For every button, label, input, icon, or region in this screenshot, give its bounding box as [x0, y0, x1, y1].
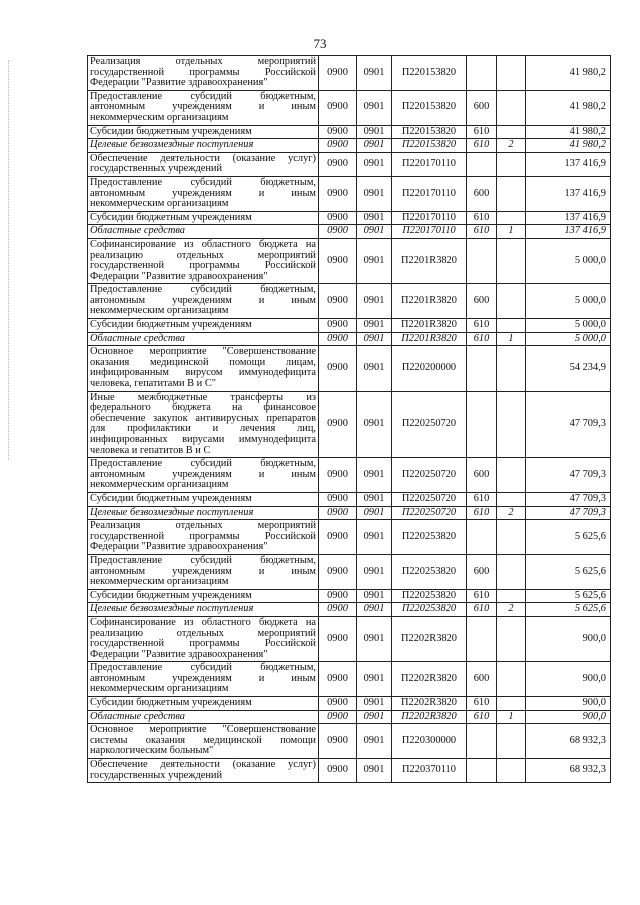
amount-cell: 137 416,9: [526, 152, 611, 176]
expense-type-cell: [467, 346, 497, 391]
amount-cell: 41 980,2: [526, 56, 611, 91]
expense-type-cell: 610: [467, 211, 497, 225]
funding-source-cell: [497, 346, 526, 391]
page-number: 73: [313, 36, 327, 51]
section-code-cell: 0900: [319, 603, 357, 617]
subsection-code-cell: 0901: [357, 697, 392, 711]
section-code-cell: 0900: [319, 90, 357, 125]
table-row: [88, 724, 611, 759]
expense-type-cell: 610: [467, 710, 497, 724]
target-article-cell: П220253820: [392, 520, 467, 555]
funding-source-cell: [497, 520, 526, 555]
table-row: [88, 391, 611, 458]
amount-cell: 900,0: [526, 662, 611, 697]
subsection-code-cell: 0901: [357, 616, 392, 661]
expense-name-cell: Софинансирование из областного бюджета на реализацию отдельных мероприятий государственной программы Российской Федерации "Развитие здравоохранения": [88, 616, 319, 661]
table-row: [88, 520, 611, 555]
expense-type-cell: 600: [467, 458, 497, 493]
table-row: [88, 589, 611, 603]
amount-cell: 5 000,0: [526, 238, 611, 283]
expense-name-cell: Основное мероприятие "Совершенствование системы оказания медицинской помощи наркологическим больным": [88, 724, 319, 759]
funding-source-cell: [497, 458, 526, 493]
target-article-cell: П2202R3820: [392, 662, 467, 697]
expense-name-cell: Областные средства: [88, 710, 319, 724]
expense-name-cell: Обеспечение деятельности (оказание услуг) государственных учреждений: [88, 152, 319, 176]
amount-cell: 137 416,9: [526, 211, 611, 225]
expense-name-cell: Целевые безвозмездные поступления: [88, 139, 319, 153]
expense-name-cell: Субсидии бюджетным учреждениям: [88, 211, 319, 225]
expense-type-cell: 610: [467, 506, 497, 520]
amount-cell: 41 980,2: [526, 125, 611, 139]
expense-name-cell: Субсидии бюджетным учреждениям: [88, 125, 319, 139]
target-article-cell: П220153820: [392, 125, 467, 139]
section-code-cell: 0900: [319, 520, 357, 555]
expense-name-cell: Предоставление субсидий бюджетным, автономным учреждениям и иным некоммерческим организациям: [88, 176, 319, 211]
funding-source-cell: [497, 152, 526, 176]
table-row: [88, 139, 611, 153]
target-article-cell: П220170110: [392, 225, 467, 239]
section-code-cell: 0900: [319, 458, 357, 493]
funding-source-cell: [497, 492, 526, 506]
funding-source-cell: [497, 125, 526, 139]
target-article-cell: П2201R3820: [392, 332, 467, 346]
target-article-cell: П2202R3820: [392, 616, 467, 661]
expense-type-cell: [467, 56, 497, 91]
expense-name-cell: Предоставление субсидий бюджетным, автономным учреждениям и иным некоммерческим организациям: [88, 284, 319, 319]
section-code-cell: 0900: [319, 391, 357, 458]
expense-type-cell: 600: [467, 90, 497, 125]
section-code-cell: 0900: [319, 710, 357, 724]
subsection-code-cell: 0901: [357, 346, 392, 391]
amount-cell: 900,0: [526, 697, 611, 711]
subsection-code-cell: 0901: [357, 225, 392, 239]
target-article-cell: П220250720: [392, 506, 467, 520]
funding-source-cell: 2: [497, 139, 526, 153]
amount-cell: 54 234,9: [526, 346, 611, 391]
expense-type-cell: 600: [467, 554, 497, 589]
table-row: [88, 346, 611, 391]
table-row: [88, 90, 611, 125]
amount-cell: 5 625,6: [526, 554, 611, 589]
table-row: [88, 211, 611, 225]
expense-name-cell: Реализация отдельных мероприятий государственной программы Российской Федерации "Развитие здравоохранения": [88, 56, 319, 91]
expense-name-cell: Предоставление субсидий бюджетным, автономным учреждениям и иным некоммерческим организациям: [88, 662, 319, 697]
expense-type-cell: 610: [467, 589, 497, 603]
amount-cell: 137 416,9: [526, 225, 611, 239]
table-row: [88, 56, 611, 91]
amount-cell: 47 709,3: [526, 506, 611, 520]
section-code-cell: 0900: [319, 238, 357, 283]
section-code-cell: 0900: [319, 492, 357, 506]
subsection-code-cell: 0901: [357, 724, 392, 759]
target-article-cell: П220300000: [392, 724, 467, 759]
target-article-cell: П2202R3820: [392, 697, 467, 711]
amount-cell: 137 416,9: [526, 176, 611, 211]
expense-name-cell: Субсидии бюджетным учреждениям: [88, 697, 319, 711]
subsection-code-cell: 0901: [357, 90, 392, 125]
expense-type-cell: 610: [467, 319, 497, 333]
target-article-cell: П220153820: [392, 56, 467, 91]
expense-name-cell: Предоставление субсидий бюджетным, автономным учреждениям и иным некоммерческим организациям: [88, 554, 319, 589]
expense-name-cell: Областные средства: [88, 225, 319, 239]
target-article-cell: П220170110: [392, 211, 467, 225]
expense-type-cell: 610: [467, 332, 497, 346]
funding-source-cell: [497, 616, 526, 661]
funding-source-cell: 1: [497, 332, 526, 346]
expense-type-cell: [467, 520, 497, 555]
section-code-cell: 0900: [319, 284, 357, 319]
subsection-code-cell: 0901: [357, 56, 392, 91]
expense-name-cell: Предоставление субсидий бюджетным, автономным учреждениям и иным некоммерческим организациям: [88, 458, 319, 493]
subsection-code-cell: 0901: [357, 589, 392, 603]
amount-cell: 47 709,3: [526, 492, 611, 506]
target-article-cell: П220250720: [392, 458, 467, 493]
funding-source-cell: [497, 56, 526, 91]
table-row: [88, 176, 611, 211]
subsection-code-cell: 0901: [357, 759, 392, 783]
section-code-cell: 0900: [319, 211, 357, 225]
table-row: [88, 332, 611, 346]
funding-source-cell: [497, 589, 526, 603]
amount-cell: 5 625,6: [526, 520, 611, 555]
section-code-cell: 0900: [319, 176, 357, 211]
expense-name-cell: Обеспечение деятельности (оказание услуг) государственных учреждений: [88, 759, 319, 783]
subsection-code-cell: 0901: [357, 662, 392, 697]
expense-name-cell: Субсидии бюджетным учреждениям: [88, 319, 319, 333]
funding-source-cell: [497, 211, 526, 225]
subsection-code-cell: 0901: [357, 492, 392, 506]
section-code-cell: 0900: [319, 589, 357, 603]
table-row: [88, 152, 611, 176]
amount-cell: 5 625,6: [526, 603, 611, 617]
section-code-cell: 0900: [319, 56, 357, 91]
amount-cell: 5 000,0: [526, 284, 611, 319]
target-article-cell: П220153820: [392, 90, 467, 125]
table-row: [88, 554, 611, 589]
subsection-code-cell: 0901: [357, 284, 392, 319]
section-code-cell: 0900: [319, 139, 357, 153]
amount-cell: 900,0: [526, 710, 611, 724]
amount-cell: 41 980,2: [526, 139, 611, 153]
subsection-code-cell: 0901: [357, 238, 392, 283]
expense-name-cell: Субсидии бюджетным учреждениям: [88, 589, 319, 603]
expense-type-cell: [467, 238, 497, 283]
table-row: [88, 710, 611, 724]
funding-source-cell: [497, 662, 526, 697]
section-code-cell: 0900: [319, 319, 357, 333]
expense-name-cell: Реализация отдельных мероприятий государственной программы Российской Федерации "Развитие здравоохранения": [88, 520, 319, 555]
subsection-code-cell: 0901: [357, 125, 392, 139]
funding-source-cell: 2: [497, 506, 526, 520]
section-code-cell: 0900: [319, 724, 357, 759]
section-code-cell: 0900: [319, 759, 357, 783]
expense-name-cell: Предоставление субсидий бюджетным, автономным учреждениям и иным некоммерческим организациям: [88, 90, 319, 125]
amount-cell: 68 932,3: [526, 759, 611, 783]
subsection-code-cell: 0901: [357, 554, 392, 589]
expense-type-cell: 610: [467, 492, 497, 506]
expense-type-cell: [467, 391, 497, 458]
target-article-cell: П220153820: [392, 139, 467, 153]
table-row: [88, 238, 611, 283]
funding-source-cell: 1: [497, 710, 526, 724]
subsection-code-cell: 0901: [357, 211, 392, 225]
target-article-cell: П2201R3820: [392, 284, 467, 319]
target-article-cell: П220253820: [392, 603, 467, 617]
section-code-cell: 0900: [319, 616, 357, 661]
funding-source-cell: [497, 554, 526, 589]
section-code-cell: 0900: [319, 346, 357, 391]
amount-cell: 41 980,2: [526, 90, 611, 125]
funding-source-cell: [497, 391, 526, 458]
scan-edge-marks: [8, 60, 10, 460]
target-article-cell: П2201R3820: [392, 238, 467, 283]
subsection-code-cell: 0901: [357, 152, 392, 176]
table-row: [88, 603, 611, 617]
amount-cell: 5 000,0: [526, 332, 611, 346]
expense-name-cell: Целевые безвозмездные поступления: [88, 603, 319, 617]
section-code-cell: 0900: [319, 225, 357, 239]
expense-name-cell: Софинансирование из областного бюджета на реализацию отдельных мероприятий государственной программы Российской Федерации "Развитие здравоохранения": [88, 238, 319, 283]
table-row: [88, 506, 611, 520]
expense-type-cell: [467, 152, 497, 176]
section-code-cell: 0900: [319, 697, 357, 711]
expense-type-cell: 600: [467, 662, 497, 697]
section-code-cell: 0900: [319, 152, 357, 176]
table-row: [88, 284, 611, 319]
expense-type-cell: 600: [467, 176, 497, 211]
table-row: [88, 697, 611, 711]
funding-source-cell: [497, 238, 526, 283]
expense-type-cell: 610: [467, 125, 497, 139]
expense-type-cell: 600: [467, 284, 497, 319]
budget-allocation-table: [87, 55, 611, 783]
section-code-cell: 0900: [319, 125, 357, 139]
target-article-cell: П2201R3820: [392, 319, 467, 333]
section-code-cell: 0900: [319, 662, 357, 697]
expense-name-cell: Целевые безвозмездные поступления: [88, 506, 319, 520]
funding-source-cell: [497, 724, 526, 759]
table-row: [88, 662, 611, 697]
funding-source-cell: [497, 176, 526, 211]
funding-source-cell: [497, 90, 526, 125]
subsection-code-cell: 0901: [357, 319, 392, 333]
subsection-code-cell: 0901: [357, 710, 392, 724]
expense-type-cell: 610: [467, 697, 497, 711]
expense-name-cell: Субсидии бюджетным учреждениям: [88, 492, 319, 506]
expense-name-cell: Иные межбюджетные трансферты из федерального бюджета на финансовое обеспечение закупок антивирусных препаратов для профилактики и лечения лиц, инфицированных вирусами иммунодефицита человека и гепатитов В и С: [88, 391, 319, 458]
target-article-cell: П220200000: [392, 346, 467, 391]
funding-source-cell: 1: [497, 225, 526, 239]
expense-name-cell: Областные средства: [88, 332, 319, 346]
amount-cell: 900,0: [526, 616, 611, 661]
table-row: [88, 225, 611, 239]
amount-cell: 5 625,6: [526, 589, 611, 603]
funding-source-cell: [497, 697, 526, 711]
expense-type-cell: [467, 616, 497, 661]
subsection-code-cell: 0901: [357, 391, 392, 458]
subsection-code-cell: 0901: [357, 520, 392, 555]
section-code-cell: 0900: [319, 506, 357, 520]
subsection-code-cell: 0901: [357, 506, 392, 520]
table-row: [88, 492, 611, 506]
target-article-cell: П220253820: [392, 589, 467, 603]
expense-type-cell: 610: [467, 139, 497, 153]
table-row: [88, 759, 611, 783]
target-article-cell: П220250720: [392, 492, 467, 506]
table-row: [88, 458, 611, 493]
amount-cell: 47 709,3: [526, 391, 611, 458]
target-article-cell: П220170110: [392, 152, 467, 176]
subsection-code-cell: 0901: [357, 603, 392, 617]
section-code-cell: 0900: [319, 332, 357, 346]
table-row: [88, 319, 611, 333]
target-article-cell: П220170110: [392, 176, 467, 211]
target-article-cell: П220370110: [392, 759, 467, 783]
funding-source-cell: 2: [497, 603, 526, 617]
subsection-code-cell: 0901: [357, 458, 392, 493]
table-row: [88, 616, 611, 661]
target-article-cell: П2202R3820: [392, 710, 467, 724]
subsection-code-cell: 0901: [357, 176, 392, 211]
amount-cell: 68 932,3: [526, 724, 611, 759]
funding-source-cell: [497, 284, 526, 319]
subsection-code-cell: 0901: [357, 139, 392, 153]
expense-type-cell: [467, 759, 497, 783]
expense-type-cell: 610: [467, 225, 497, 239]
target-article-cell: П220253820: [392, 554, 467, 589]
subsection-code-cell: 0901: [357, 332, 392, 346]
expense-name-cell: Основное мероприятие "Совершенствование оказания медицинской помощи лицам, инфицированным вирусом иммунодефицита человека, гепатитами В и С": [88, 346, 319, 391]
funding-source-cell: [497, 319, 526, 333]
table-row: [88, 125, 611, 139]
funding-source-cell: [497, 759, 526, 783]
amount-cell: 5 000,0: [526, 319, 611, 333]
section-code-cell: 0900: [319, 554, 357, 589]
expense-type-cell: [467, 724, 497, 759]
target-article-cell: П220250720: [392, 391, 467, 458]
expense-type-cell: 610: [467, 603, 497, 617]
amount-cell: 47 709,3: [526, 458, 611, 493]
